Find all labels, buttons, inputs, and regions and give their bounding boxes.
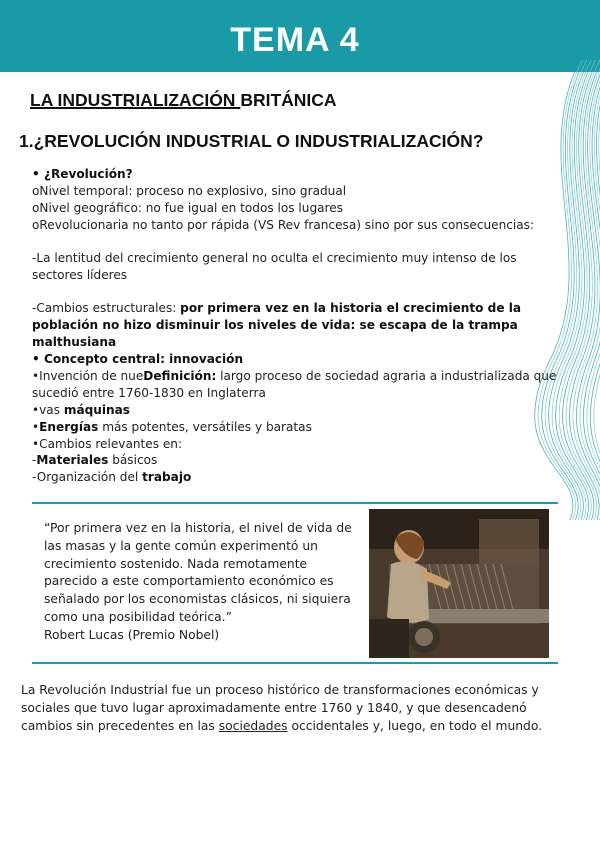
- textile-worker-illustration: [369, 509, 549, 658]
- unit-title-underlined: LA INDUSTRIALIZACIÓN: [30, 90, 241, 110]
- section-title: 1.¿REVOLUCIÓN INDUSTRIAL O INDUSTRIALIZACIÓN?: [19, 131, 484, 151]
- cambios-paragraph: [32, 300, 557, 351]
- quote-author: Robert Lucas (Premio Nobel): [44, 627, 220, 642]
- summary-text-1: La Revolución Industrial fue un proceso histórico de transformaciones económicas y sociales que tuvo lugar aproximadamente entre 1760 y 1840, y que desencadenó cambios sin precedentes en las: [21, 683, 539, 733]
- nivel-temporal: oNivel temporal: proceso no explosivo, sino gradual: [32, 183, 347, 198]
- lentitud-paragraph: -La lentitud del crecimiento general no oculta el crecimiento muy intenso de los sectores líderes: [32, 251, 517, 282]
- concepto-line: [32, 351, 557, 368]
- invencion-line: [32, 368, 557, 402]
- wave-line: [587, 60, 600, 520]
- vas-prefix: •vas: [32, 402, 64, 417]
- materiales-text: básicos: [108, 453, 158, 468]
- concepto-block: [32, 351, 557, 486]
- quote-block: [44, 520, 354, 645]
- divider-top: [32, 502, 558, 504]
- revolucion-bullet: [32, 166, 557, 183]
- energias-text: más potentes, versátiles y baratas: [98, 419, 312, 434]
- concepto-bold: Concepto central: innovación: [43, 352, 244, 366]
- divider-bottom: [32, 662, 558, 664]
- organizacion-bold: trabajo: [142, 470, 192, 485]
- quote-text: “Por primera vez en la historia, el nivel de vida de las masas y la gente común experimentó un crecimiento sostenido. Nada remotamente parecido a este comportamiento económico es señalado por los economistas clásicos, ni siquiera como una posibilidad teórica.”: [44, 521, 352, 624]
- wave-line: [556, 60, 594, 520]
- revolucion-bullet-text: • ¿Revolución?: [32, 167, 133, 181]
- revolucionaria-line: oRevolucionaria no tanto por rápida (VS Rev francesa) sino por sus consecuencias:: [32, 217, 535, 232]
- vas-line: [32, 402, 557, 419]
- unit-title-rest: BRITÁNICA: [240, 90, 337, 110]
- sociedades-link[interactable]: sociedades: [218, 718, 288, 733]
- materiales-prefix: -: [32, 453, 37, 468]
- concepto-bullet: •: [32, 352, 44, 366]
- organizacion-line: [32, 469, 557, 486]
- materiales-line: [32, 452, 557, 469]
- organizacion-prefix: -Organización del: [32, 470, 143, 485]
- vas-bold: máquinas: [63, 402, 131, 417]
- invencion-prefix: •Invención de nue: [32, 368, 144, 383]
- cambios-bold: por primera vez en la historia el crecimiento de la población no hizo disminuir los niveles de vida: se escapa de la trampa malthusiana: [32, 301, 522, 349]
- cambios-relevantes: •Cambios relevantes en:: [32, 436, 183, 451]
- definicion-text: largo proceso de sociedad agraria a industrializada que sucedió entre 1760-1830 en Inglaterra: [32, 368, 557, 400]
- materiales-bold: Materiales: [36, 453, 109, 468]
- page-title: TEMA 4: [230, 21, 360, 59]
- summary-text-2: occidentales y, luego, en todo el mundo.: [287, 718, 543, 733]
- energias-bold: Energías: [39, 419, 99, 434]
- definicion-label: Definición:: [143, 368, 217, 383]
- unit-title: [30, 90, 337, 111]
- nivel-geografico: oNivel geográfico: no fue igual en todos los lugares: [32, 200, 343, 215]
- cambios-prefix: -Cambios estructurales:: [32, 301, 181, 315]
- summary-paragraph: [21, 682, 566, 735]
- energias-bullet: •: [32, 419, 40, 434]
- wave-line: [552, 60, 591, 520]
- energias-line: [32, 419, 557, 436]
- revolution-block: [32, 166, 557, 234]
